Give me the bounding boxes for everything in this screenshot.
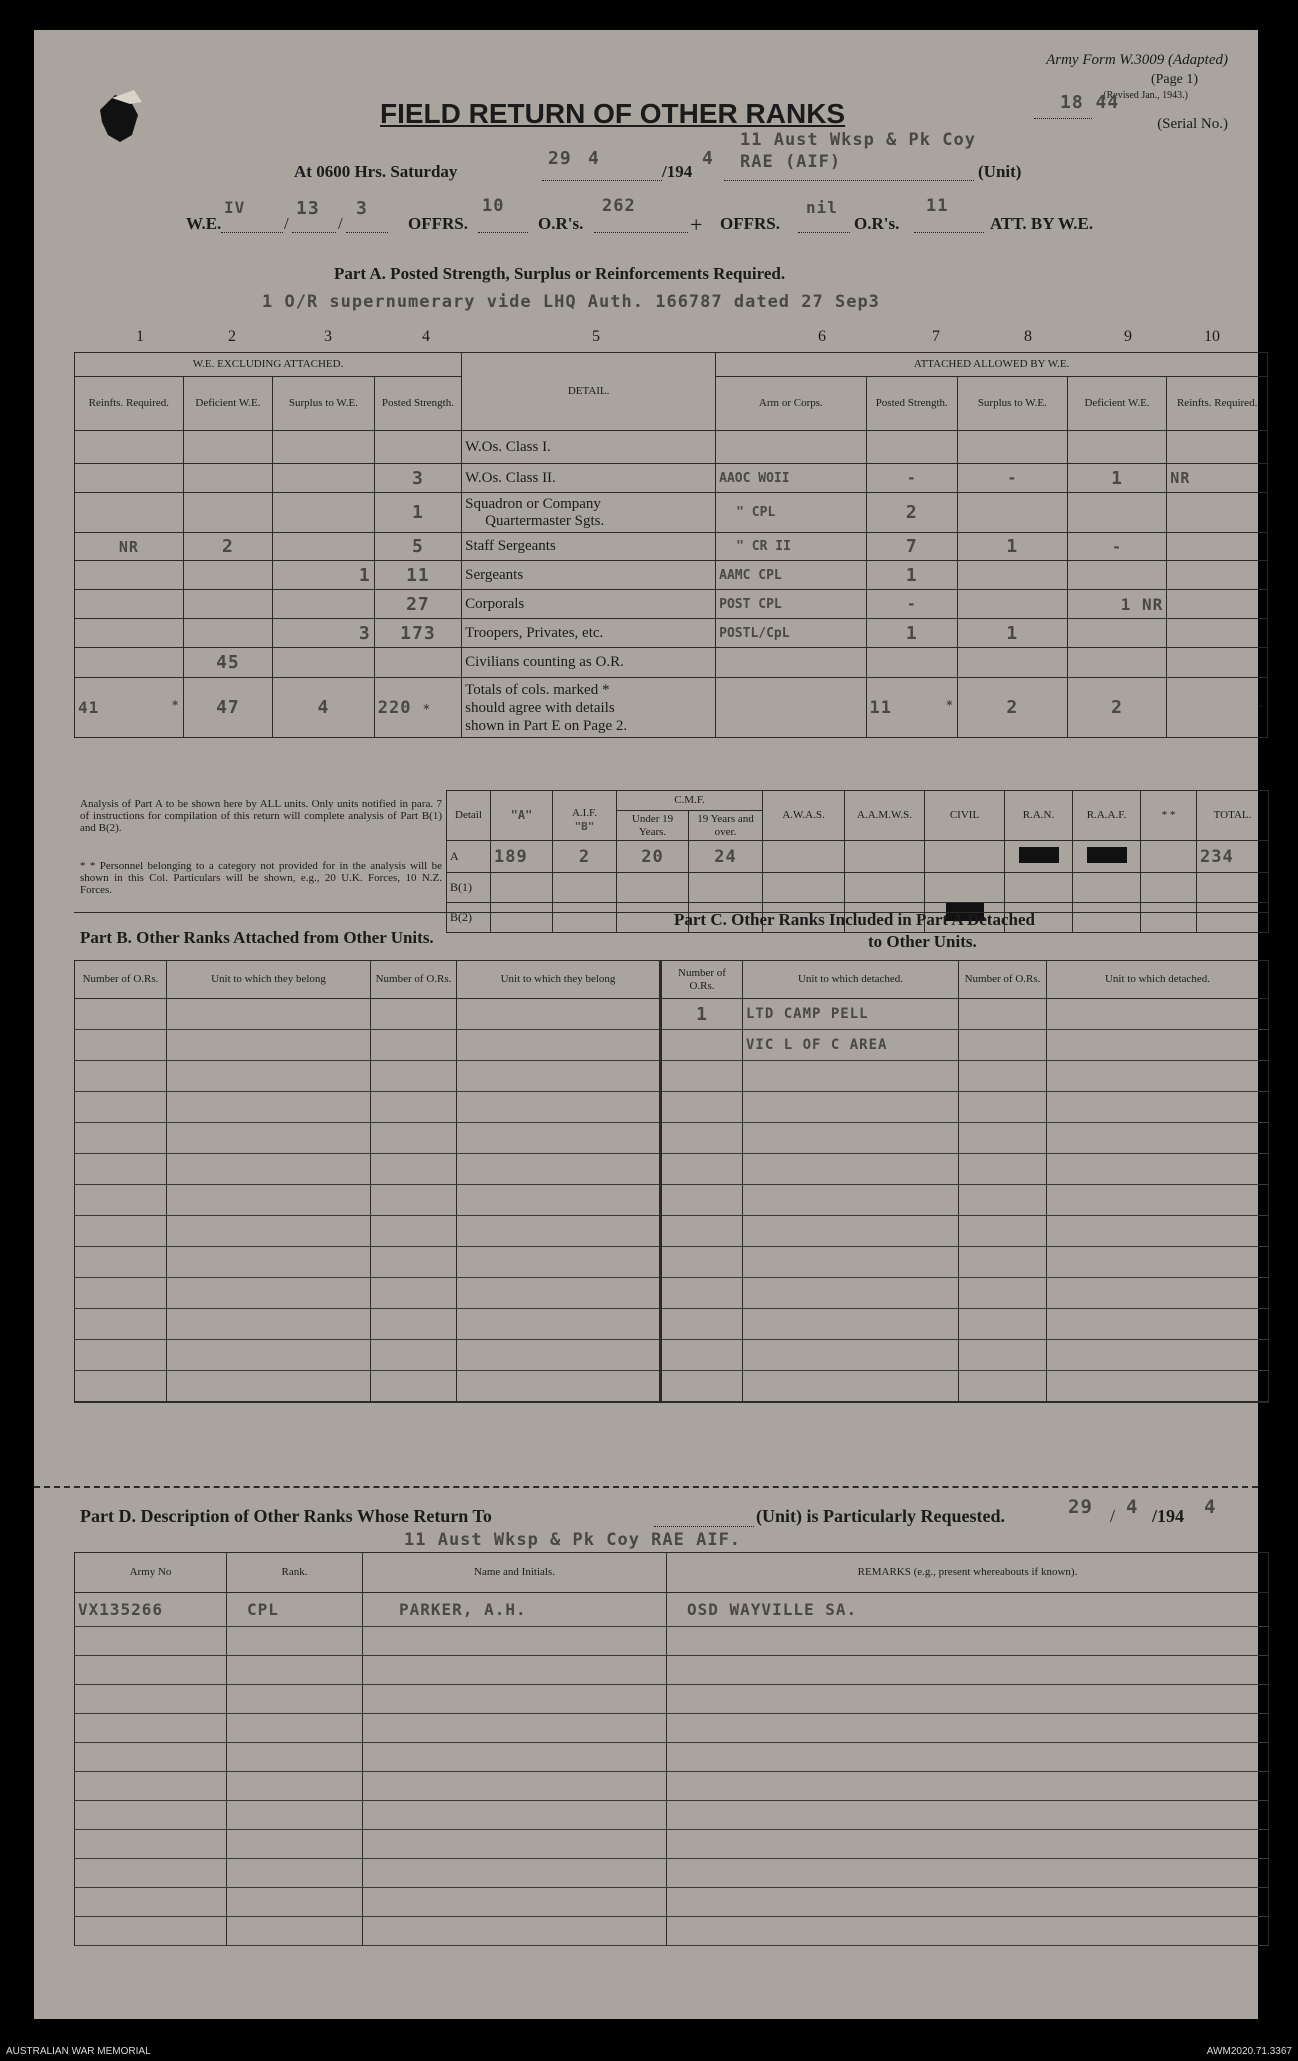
form-id: Army Form W.3009 (Adapted) [1046, 52, 1228, 68]
table-row: 1 11 Sergeants AAMC CPL 1 [75, 561, 1268, 590]
page-number: (Page 1) [1150, 72, 1198, 87]
part-b-num-header-1: Number of O.Rs. [75, 961, 167, 999]
table-row: NR 2 5 Staff Sergeants " CR II 7 1 - [75, 533, 1268, 561]
part-c-unit-header-2: Unit to which detached. [1047, 961, 1269, 999]
year-value: 4 [702, 148, 714, 169]
part-a-table [74, 352, 1268, 738]
analysis-table: Detail "A" A.I.F. "B" C.M.F. A.W.A.S. A.A.M.W.S. CIVIL R.A.N. R.A.A.F. * * TOTAL. Under 19 Years. 19 Years and over. A 189 2 20 24 234 B(1) B(2) [446, 790, 1269, 933]
analysis-civil-header: CIVIL [925, 791, 1005, 841]
table-row: 3 173 Troopers, Privates, etc. POSTL/CpL 1 1 [75, 619, 1268, 648]
part-d-title-b: (Unit) is Particularly Requested. [756, 1506, 1005, 1526]
torn-hole [90, 80, 150, 150]
table-row: 1 LTD CAMP PELL [75, 999, 1269, 1030]
part-c-num-header-1: Number of O.Rs. [661, 961, 743, 999]
table-row: 3 W.Os. Class II. AAOC WOII - - 1 NR [75, 464, 1268, 493]
header-att-reinfts: Reinfts. Required. [1167, 377, 1268, 431]
group-attached-allowed: ATTACHED ALLOWED BY W.E. [716, 353, 1268, 377]
part-c-title-2: to Other Units. [868, 932, 977, 951]
part-b-num-header-2: Number of O.Rs. [371, 961, 457, 999]
part-b-title: Part B. Other Ranks Attached from Other Units. [80, 928, 434, 947]
analysis-note-1: Analysis of Part A to be shown here by ALL units. Only units notified in para. 7 of instructions for compilation of this return will complete analysis of Part B(1) and B(2). [80, 798, 442, 834]
we-label: W.E. [186, 214, 222, 233]
header-posted-strength: Posted Strength. [374, 377, 461, 431]
unit-label: (Unit) [978, 162, 1022, 181]
at-label: At 0600 Hrs. Saturday [294, 162, 458, 181]
header-reinfts-required: Reinfts. Required. [75, 377, 184, 431]
plus-sign: + [690, 212, 703, 237]
analysis-detail-header: Detail [447, 791, 491, 841]
footer-right: AWM2020.71.3367 [1206, 2046, 1292, 2057]
year-prefix: /194 [662, 162, 693, 181]
table-row: 45 Civilians counting as O.R. [75, 648, 1268, 678]
ors-value: 262 [602, 196, 636, 216]
header-deficient: Deficient W.E. [183, 377, 272, 431]
part-bc-table [74, 960, 1269, 1403]
we-1: IV [224, 198, 246, 217]
header-att-posted: Posted Strength. [866, 377, 957, 431]
form-page: Army Form W.3009 (Adapted) (Page 1) (Revised Jan., 1943.) 18 44 (Serial No.) FIELD RETURN OF OTHER RANKS At 0600 Hrs. Saturday 29 4 /194 4 11 Aust Wksp & Pk Coy RAE (AIF) (Unit) W.E. IV / 13 / 3 OFFRS. 10 O.R's. 262 + OFFRS. nil O.R's. 11 ATT. BY W.E. Part A. Posted Strength, Surplus or Reinforcements Required. 1 O/R supernumerary vide LHQ Auth. 166787 dated 27 Sep3 1 2 3 4 5 6 7 8 9 10 W.E. EXCLUDING ATTACHED. DETAIL. ATTACHED ALLOWED BY W.E. Reinfts. Required. Deficient W.E. Surplus to W.E. Posted Strength. Arm or Corps. Posted Strength. Surplus to W.E. Deficient W.E. Reinfts. Required. W.Os. Class I. 3 W.Os. Class II. AAOC WOII - - 1 NR 1 Squadron or Company Quartermaster Sgts. " CPL 2 NR 2 5 Staff Sergeants " CR II 7 1 - 1 11 Sergeants AAMC CPL 1 27 Corporals POST CPL - 1 NR 3 173 Troopers, Privates, etc. POSTL/CpL 1 1 45 Civilians counting as O.R. 41 * 47 4 220 * Totals of cols. marked * should agree with details shown in Part E on Page 2. 11 * 2 2 * Analysis of Part A to be shown here by ALL units. Only units notified in para. 7 of instructions for compilation of this return will complete analysis of Part B(1) and B(2). * * Personnel belonging to a category not provided for in the analysis will be shown in this Col. Particulars will be shown, e.g., 20 U.K. Forces, 10 N.Z. Forces. Detail "A" A.I.F. "B" C.M.F. A.W.A.S. A.A.M.W.S. CIVIL R.A.N. R.A.A.F. * * TOTAL. Under 19 Years. 19 Years and over. A 189 2 20 24 234 B(1) B(2) Part B. Other Ranks Attached from Other Units. Part C. Other Ranks Included in Part A Detached to Other Units. Number of O.Rs. Unit to which they belong Number of O.Rs. Unit to which they belong Number of O.Rs. Unit to which detached. Number of O.Rs. Unit to which detached. 1 LTD CAMP PELL VIC L OF C AREA Part D. Description of Other Ranks Whose Return To (Unit) is Particularly Requested. 29 / 4 /194 4 11 Aust Wksp & Pk Coy RAE AIF. Army No Rank. Name and Initials. REMARKS (e.g., present whereabouts if known). VX135266 CPL PARKER, A.H. OSD WAYVILLE SA. [34, 30, 1258, 2019]
part-c-num-header-2: Number of O.Rs. [959, 961, 1047, 999]
part-d-unit: 11 Aust Wksp & Pk Coy RAE AIF. [404, 1530, 742, 1550]
analysis-row-b1: B(1) [447, 873, 1269, 903]
analysis-aif-header: A.I.F. [571, 807, 598, 819]
column-numbers: 1 2 3 4 5 6 7 8 9 10 [136, 328, 1220, 345]
redaction [1019, 847, 1059, 863]
part-c-title-1: Part C. Other Ranks Included in Part A Detached [674, 910, 1035, 929]
part-d-title-a: Part D. Description of Other Ranks Whose Return To [80, 1506, 492, 1526]
revised-note: (Revised Jan., 1943.) [1103, 90, 1188, 101]
serial-value: 18 44 [1060, 92, 1120, 113]
part-a-title: Part A. Posted Strength, Surplus or Reinforcements Required. [334, 264, 786, 283]
analysis-aamws-header: A.A.M.W.S. [845, 791, 925, 841]
table-row: VIC L OF C AREA [75, 1030, 1269, 1061]
header-surplus: Surplus to W.E. [273, 377, 375, 431]
header-att-deficient: Deficient W.E. [1067, 377, 1167, 431]
date-day: 29 [548, 148, 572, 169]
analysis-under19-header: Under 19 Years. [617, 811, 689, 841]
rank-header: Rank. [227, 1553, 363, 1593]
part-b-unit-header-1: Unit to which they belong [167, 961, 371, 999]
offrs2-label: OFFRS. [720, 214, 780, 233]
unit-line1: 11 Aust Wksp & Pk Coy [740, 130, 976, 150]
table-row: 1 Squadron or Company Quartermaster Sgts. " CPL 2 [75, 493, 1268, 533]
name-header: Name and Initials. [363, 1553, 667, 1593]
analysis-cmf-header: C.M.F. [617, 791, 763, 811]
totals-row: 41 * 47 4 220 * Totals of cols. marked * should agree with details shown in Part E on Page 2. 11 * 2 2 * [75, 678, 1268, 738]
date-month: 4 [588, 148, 600, 169]
page-title: FIELD RETURN OF OTHER RANKS [380, 98, 846, 129]
analysis-row-a: A 189 2 20 24 234 [447, 841, 1269, 873]
offrs2-value: nil [806, 198, 838, 217]
analysis-over19-header: 19 Years and over. [689, 811, 763, 841]
table-row: VX135266 CPL PARKER, A.H. OSD WAYVILLE SA. [75, 1593, 1269, 1627]
part-b-unit-header-2: Unit to which they belong [457, 961, 661, 999]
serial-label: (Serial No.) [1157, 116, 1228, 132]
part-c-unit-header-1: Unit to which detached. [743, 961, 959, 999]
analysis-awas-header: A.W.A.S. [763, 791, 845, 841]
ors-label: O.R's. [538, 214, 584, 233]
offrs-label: OFFRS. [408, 214, 468, 233]
detail-header: DETAIL. [462, 353, 716, 431]
analysis-raaf-header: R.A.A.F. [1073, 791, 1141, 841]
army-no-header: Army No [75, 1553, 227, 1593]
analysis-other-header: * * [1141, 791, 1197, 841]
ors2-value: 11 [926, 196, 949, 216]
part-d-month: 4 [1126, 1496, 1139, 1518]
table-row: 27 Corporals POST CPL - 1 NR [75, 590, 1268, 619]
part-d-day: 29 [1068, 1496, 1093, 1518]
part-d-table [74, 1552, 1269, 1946]
header-arm-corps: Arm or Corps. [716, 377, 866, 431]
analysis-ran-header: R.A.N. [1005, 791, 1073, 841]
we-2: 13 [296, 198, 320, 219]
part-d-year: 4 [1204, 1496, 1217, 1518]
part-a-note: 1 O/R supernumerary vide LHQ Auth. 166787 dated 27 Sep3 [262, 292, 880, 312]
redaction [1087, 847, 1127, 863]
analysis-note-2: * * Personnel belonging to a category not provided for in the analysis will be shown in this Col. Particulars will be shown, e.g., 20 U.K. Forces, 10 N.Z. Forces. [80, 860, 442, 896]
table-row: W.Os. Class I. [75, 431, 1268, 464]
unit-line2: RAE (AIF) [740, 152, 842, 172]
analysis-row-b2: B(2) [447, 903, 1269, 933]
analysis-a-header: "A" [491, 791, 553, 841]
analysis-total-header: TOTAL. [1197, 791, 1269, 841]
part-d-year-prefix: /194 [1152, 1506, 1185, 1526]
header-att-surplus: Surplus to W.E. [957, 377, 1067, 431]
group-we-excluding: W.E. EXCLUDING ATTACHED. [75, 353, 462, 377]
we-3: 3 [356, 198, 368, 219]
footer-left: AUSTRALIAN WAR MEMORIAL [6, 2046, 151, 2057]
att-label: ATT. BY W.E. [990, 214, 1094, 233]
remarks-header: REMARKS (e.g., present whereabouts if known). [667, 1553, 1269, 1593]
ors2-label: O.R's. [854, 214, 900, 233]
offrs-value: 10 [482, 196, 505, 216]
perforation-line [34, 1486, 1258, 1488]
